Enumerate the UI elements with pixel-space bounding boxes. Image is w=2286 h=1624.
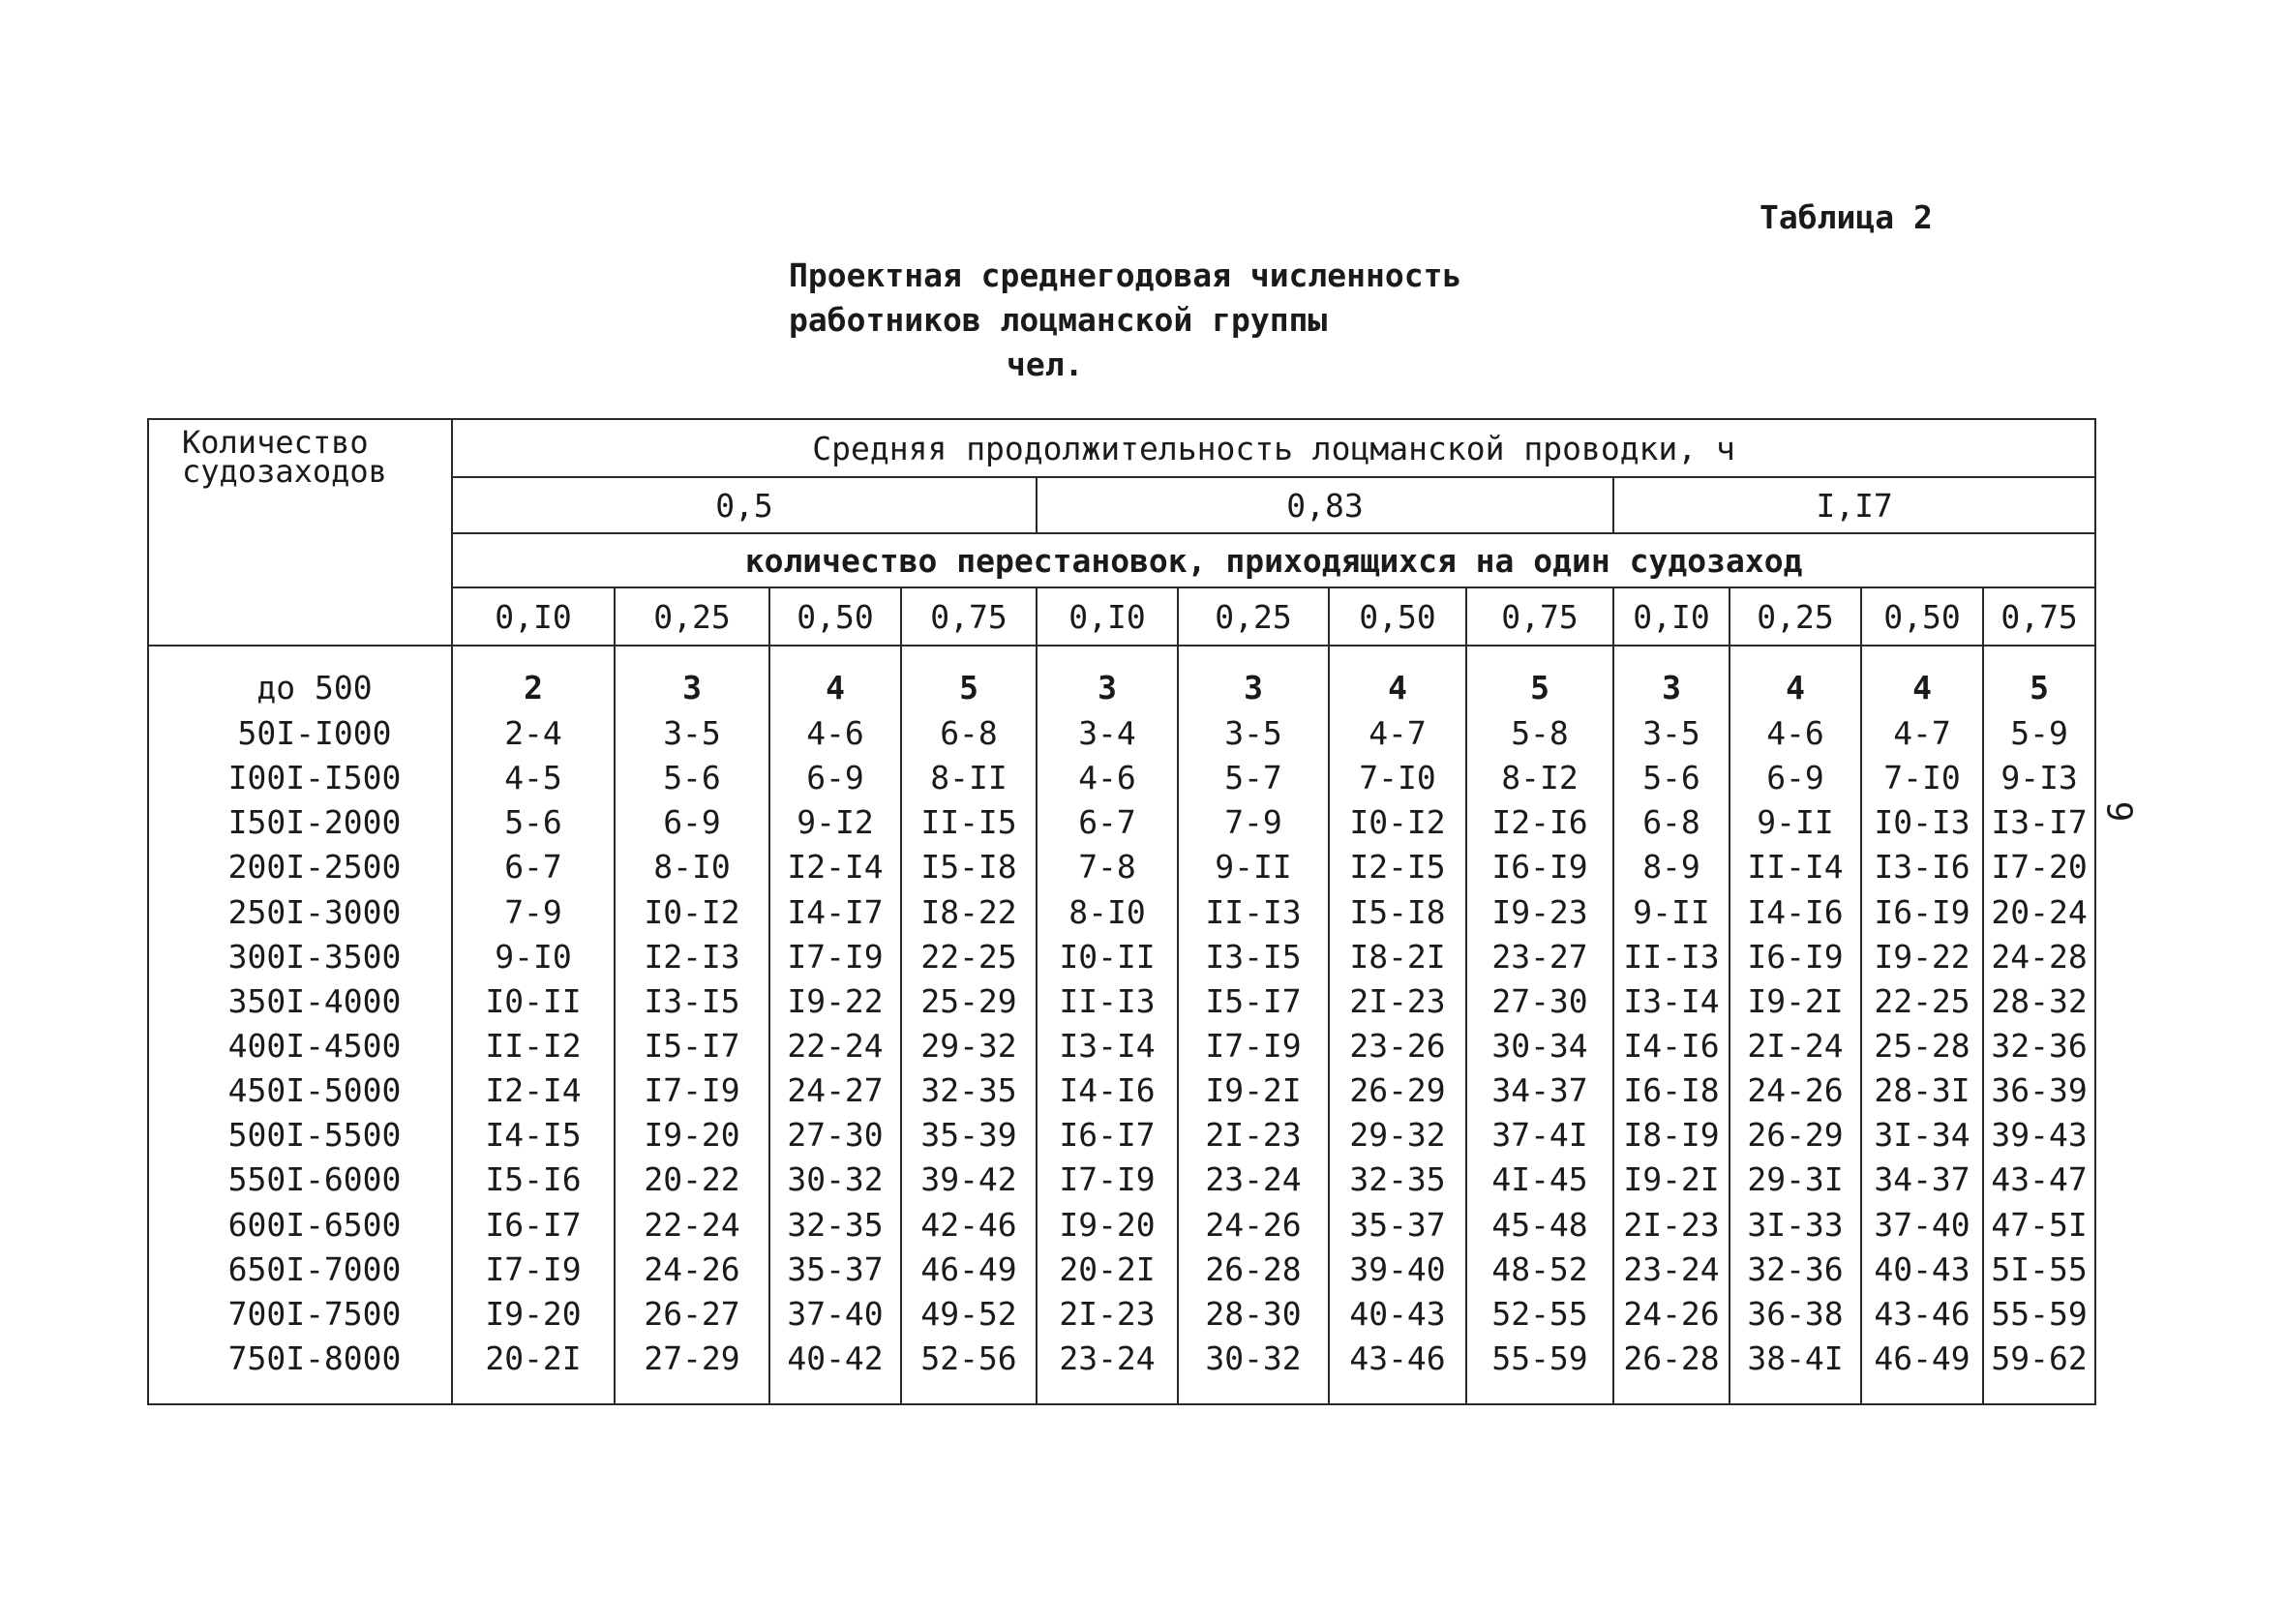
table-cell: 5I-55: [1983, 1248, 2095, 1292]
table-cell: 32-36: [1730, 1248, 1861, 1292]
table-cell: I5-I7: [1178, 979, 1329, 1024]
table-cell: 2I-24: [1730, 1024, 1861, 1068]
table-cell: 26-28: [1178, 1248, 1329, 1292]
column-header: 0,I0: [1037, 587, 1178, 646]
corner-line-1: Количество: [182, 424, 369, 461]
crew-size-table: [147, 418, 2096, 1405]
table-cell: 5: [1466, 646, 1613, 711]
table-cell: 36-38: [1730, 1292, 1861, 1337]
table-cell: 27-30: [1466, 979, 1613, 1024]
table-cell: 32-35: [901, 1068, 1037, 1113]
table-cell: I4-I7: [769, 889, 901, 934]
table-cell: I6-I9: [1861, 889, 1983, 934]
table-cell: 2: [452, 646, 615, 711]
row-label: 550I-6000: [148, 1158, 452, 1202]
table-cell: 23-24: [1178, 1158, 1329, 1202]
table-cell: 32-35: [769, 1202, 901, 1247]
table-cell: I9-2I: [1730, 979, 1861, 1024]
table-cell: 9-I3: [1983, 756, 2095, 800]
table-cell: 9-II: [1613, 889, 1730, 934]
table-cell: 22-24: [769, 1024, 901, 1068]
table-row: [148, 845, 2095, 889]
table-cell: 7-8: [1037, 845, 1178, 889]
table-cell: 22-25: [901, 935, 1037, 979]
table-cell: 7-9: [1178, 800, 1329, 845]
table-cell: 37-4I: [1466, 1113, 1613, 1158]
table-cell: 24-26: [1730, 1068, 1861, 1113]
table-cell: 22-24: [615, 1202, 769, 1247]
table-cell: 6-8: [1613, 800, 1730, 845]
table-cell: 36-39: [1983, 1068, 2095, 1113]
table-cell: 4-5: [452, 756, 615, 800]
table-cell: 5-6: [452, 800, 615, 845]
table-cell: I2-I5: [1329, 845, 1466, 889]
table-cell: 24-26: [615, 1248, 769, 1292]
column-header: 0,75: [1466, 587, 1613, 646]
table-cell: 35-37: [769, 1248, 901, 1292]
table-row: [148, 979, 2095, 1024]
row-label: 600I-6500: [148, 1202, 452, 1247]
table-row: [148, 1113, 2095, 1158]
table-row: [148, 1202, 2095, 1247]
table-cell: 3: [1037, 646, 1178, 711]
table-cell: 29-3I: [1730, 1158, 1861, 1202]
table-cell: I0-I3: [1861, 800, 1983, 845]
table-cell: I9-23: [1466, 889, 1613, 934]
corner-line-2: судозаходов: [182, 453, 387, 490]
table-cell: 9-II: [1178, 845, 1329, 889]
table-cell: I7-I9: [615, 1068, 769, 1113]
table-cell: 37-40: [769, 1292, 901, 1337]
table-cell: I0-I2: [1329, 800, 1466, 845]
row-label: 500I-5500: [148, 1113, 452, 1158]
table-cell: 6-9: [769, 756, 901, 800]
row-label: 700I-7500: [148, 1292, 452, 1337]
table-cell: I9-22: [1861, 935, 1983, 979]
table-cell: I7-I9: [1178, 1024, 1329, 1068]
table-cell: 25-28: [1861, 1024, 1983, 1068]
table-cell: I3-I6: [1861, 845, 1983, 889]
table-cell: 3: [1613, 646, 1730, 711]
table-cell: II-I5: [901, 800, 1037, 845]
row-label: 250I-3000: [148, 889, 452, 934]
table-cell: 26-28: [1613, 1337, 1730, 1404]
table-cell: 2-4: [452, 711, 615, 756]
table-cell: 42-46: [901, 1202, 1037, 1247]
table-cell: II-I3: [1613, 935, 1730, 979]
table-row: [148, 1068, 2095, 1113]
table-cell: 23-26: [1329, 1024, 1466, 1068]
table-cell: 2I-23: [1178, 1113, 1329, 1158]
table-cell: 5-7: [1178, 756, 1329, 800]
table-cell: I6-I7: [452, 1202, 615, 1247]
table-cell: I4-I6: [1613, 1024, 1730, 1068]
row-label: I50I-2000: [148, 800, 452, 845]
table-cell: 8-II: [901, 756, 1037, 800]
table-cell: 40-43: [1861, 1248, 1983, 1292]
table-cell: II-I3: [1037, 979, 1178, 1024]
table-cell: I5-I7: [615, 1024, 769, 1068]
table-cell: 3-4: [1037, 711, 1178, 756]
table-cell: 9-II: [1730, 800, 1861, 845]
column-header: 0,25: [1178, 587, 1329, 646]
table-cell: I8-I9: [1613, 1113, 1730, 1158]
table-cell: I2-I4: [769, 845, 901, 889]
column-header: 0,25: [1730, 587, 1861, 646]
table-cell: 52-56: [901, 1337, 1037, 1404]
table-row: [148, 800, 2095, 845]
table-cell: 8-I2: [1466, 756, 1613, 800]
column-header: 0,75: [1983, 587, 2095, 646]
table-cell: 39-40: [1329, 1248, 1466, 1292]
table-cell: I7-20: [1983, 845, 2095, 889]
table-cell: 38-4I: [1730, 1337, 1861, 1404]
table-cell: 23-24: [1613, 1248, 1730, 1292]
table-cell: 20-2I: [1037, 1248, 1178, 1292]
table-cell: 2I-23: [1037, 1292, 1178, 1337]
row-label: 650I-7000: [148, 1248, 452, 1292]
table-cell: 8-I0: [615, 845, 769, 889]
table-cell: 20-2I: [452, 1337, 615, 1404]
table-cell: I5-I8: [1329, 889, 1466, 934]
column-header: 0,75: [901, 587, 1037, 646]
table-cell: 24-27: [769, 1068, 901, 1113]
table-cell: I3-I4: [1613, 979, 1730, 1024]
table-cell: 4: [1329, 646, 1466, 711]
column-header: 0,I0: [1613, 587, 1730, 646]
table-cell: I0-II: [452, 979, 615, 1024]
table-cell: 46-49: [901, 1248, 1037, 1292]
table-cell: 9-I0: [452, 935, 615, 979]
duration-header-3: I,I7: [1613, 477, 2095, 533]
table-cell: I3-I7: [1983, 800, 2095, 845]
table-cell: 30-34: [1466, 1024, 1613, 1068]
table-cell: I2-I4: [452, 1068, 615, 1113]
table-cell: I3-I5: [1178, 935, 1329, 979]
table-cell: 59-62: [1983, 1337, 2095, 1404]
table-cell: I8-2I: [1329, 935, 1466, 979]
table-cell: I0-I2: [615, 889, 769, 934]
table-cell: 6-9: [615, 800, 769, 845]
table-cell: 3I-34: [1861, 1113, 1983, 1158]
table-cell: 4-7: [1329, 711, 1466, 756]
duration-header-1: 0,5: [452, 477, 1037, 533]
table-cell: I5-I6: [452, 1158, 615, 1202]
table-cell: 3: [1178, 646, 1329, 711]
table-cell: 24-26: [1613, 1292, 1730, 1337]
document-title: [789, 254, 1461, 387]
table-cell: I4-I5: [452, 1113, 615, 1158]
table-cell: 30-32: [769, 1158, 901, 1202]
table-cell: 4-6: [1730, 711, 1861, 756]
table-row: [148, 935, 2095, 979]
table-cell: 32-35: [1329, 1158, 1466, 1202]
table-cell: 29-32: [901, 1024, 1037, 1068]
table-cell: 2I-23: [1613, 1202, 1730, 1247]
table-cell: 48-52: [1466, 1248, 1613, 1292]
table-cell: 52-55: [1466, 1292, 1613, 1337]
table-cell: 6-7: [1037, 800, 1178, 845]
table-cell: 29-32: [1329, 1113, 1466, 1158]
row-label: 200I-2500: [148, 845, 452, 889]
table-cell: 9-I2: [769, 800, 901, 845]
table-cell: 20-24: [1983, 889, 2095, 934]
table-cell: I6-I9: [1466, 845, 1613, 889]
table-cell: 28-30: [1178, 1292, 1329, 1337]
table-cell: 28-32: [1983, 979, 2095, 1024]
table-cell: 23-24: [1037, 1337, 1178, 1404]
column-header: 0,I0: [452, 587, 615, 646]
table-cell: 43-46: [1861, 1292, 1983, 1337]
duration-header-2: 0,83: [1037, 477, 1613, 533]
table-cell: 39-43: [1983, 1113, 2095, 1158]
table-cell: 4-7: [1861, 711, 1983, 756]
table-cell: I4-I6: [1730, 889, 1861, 934]
table-cell: I9-2I: [1613, 1158, 1730, 1202]
group-header: Средняя продолжительность лоцманской проводки, ч: [452, 419, 2095, 477]
table-cell: I2-I6: [1466, 800, 1613, 845]
table-cell: I3-I5: [615, 979, 769, 1024]
row-label: I00I-I500: [148, 756, 452, 800]
row-header-corner: [148, 419, 452, 646]
table-cell: 27-30: [769, 1113, 901, 1158]
table-cell: 34-37: [1466, 1068, 1613, 1113]
table-cell: I9-20: [452, 1292, 615, 1337]
table-cell: 5-9: [1983, 711, 2095, 756]
table-cell: I4-I6: [1037, 1068, 1178, 1113]
table-cell: I6-I9: [1730, 935, 1861, 979]
table-cell: 34-37: [1861, 1158, 1983, 1202]
table-cell: 7-9: [452, 889, 615, 934]
table-cell: I9-2I: [1178, 1068, 1329, 1113]
row-label: 400I-4500: [148, 1024, 452, 1068]
table-cell: 2I-23: [1329, 979, 1466, 1024]
table-cell: 4-6: [1037, 756, 1178, 800]
table-cell: I5-I8: [901, 845, 1037, 889]
table-cell: 6-9: [1730, 756, 1861, 800]
table-cell: 3I-33: [1730, 1202, 1861, 1247]
table-cell: 55-59: [1466, 1337, 1613, 1404]
table-cell: 55-59: [1983, 1292, 2095, 1337]
table-cell: 24-26: [1178, 1202, 1329, 1247]
table-cell: I3-I4: [1037, 1024, 1178, 1068]
table-row: [148, 1292, 2095, 1337]
table-cell: II-I2: [452, 1024, 615, 1068]
column-header: 0,50: [1861, 587, 1983, 646]
column-header: 0,50: [769, 587, 901, 646]
table-cell: 26-29: [1329, 1068, 1466, 1113]
table-cell: 4I-45: [1466, 1158, 1613, 1202]
table-cell: I6-I8: [1613, 1068, 1730, 1113]
table-cell: I6-I7: [1037, 1113, 1178, 1158]
table-cell: I0-II: [1037, 935, 1178, 979]
table-cell: 5: [1983, 646, 2095, 711]
table-cell: 35-39: [901, 1113, 1037, 1158]
title-line-2: работников лоцманской группы: [789, 301, 1328, 339]
table-cell: 49-52: [901, 1292, 1037, 1337]
table-cell: 7-I0: [1329, 756, 1466, 800]
page-number: 9: [2098, 800, 2139, 823]
table-row: [148, 1024, 2095, 1068]
table-cell: I2-I3: [615, 935, 769, 979]
table-cell: 28-3I: [1861, 1068, 1983, 1113]
table-cell: 45-48: [1466, 1202, 1613, 1247]
table-cell: II-I3: [1178, 889, 1329, 934]
row-label: 450I-5000: [148, 1068, 452, 1113]
table-cell: 39-42: [901, 1158, 1037, 1202]
table-cell: I9-20: [615, 1113, 769, 1158]
table-cell: I8-22: [901, 889, 1037, 934]
table-cell: 5-8: [1466, 711, 1613, 756]
table-cell: I7-I9: [452, 1248, 615, 1292]
row-label: 350I-4000: [148, 979, 452, 1024]
table-cell: 4: [1730, 646, 1861, 711]
table-row: [148, 1337, 2095, 1404]
table-label: Таблица 2: [1760, 198, 1933, 236]
title-line-1: Проектная среднегодовая численность: [789, 256, 1462, 294]
table-cell: I7-I9: [769, 935, 901, 979]
table-cell: 5-6: [1613, 756, 1730, 800]
table-cell: 37-40: [1861, 1202, 1983, 1247]
sub-header: количество перестановок, приходящихся на один судозаход: [452, 533, 2095, 587]
table-cell: 4-6: [769, 711, 901, 756]
table-cell: I7-I9: [1037, 1158, 1178, 1202]
table-row: [148, 646, 2095, 711]
table-cell: 30-32: [1178, 1337, 1329, 1404]
table-cell: 5-6: [615, 756, 769, 800]
table-row: [148, 889, 2095, 934]
table-cell: 26-29: [1730, 1113, 1861, 1158]
table-cell: 6-7: [452, 845, 615, 889]
table-cell: 40-42: [769, 1337, 901, 1404]
table-cell: 46-49: [1861, 1337, 1983, 1404]
unit-label: чел.: [1007, 346, 1084, 383]
table-row: [148, 711, 2095, 756]
table-cell: 3-5: [1613, 711, 1730, 756]
table-cell: 22-25: [1861, 979, 1983, 1024]
table-cell: 3-5: [615, 711, 769, 756]
table-cell: 43-46: [1329, 1337, 1466, 1404]
table-cell: II-I4: [1730, 845, 1861, 889]
table-cell: 35-37: [1329, 1202, 1466, 1247]
table-cell: 8-9: [1613, 845, 1730, 889]
table-cell: 25-29: [901, 979, 1037, 1024]
table-cell: 23-27: [1466, 935, 1613, 979]
table-cell: 4: [1861, 646, 1983, 711]
table-cell: 7-I0: [1861, 756, 1983, 800]
table-cell: 8-I0: [1037, 889, 1178, 934]
table-cell: 4: [769, 646, 901, 711]
column-header: 0,25: [615, 587, 769, 646]
table-cell: 26-27: [615, 1292, 769, 1337]
table-cell: 27-29: [615, 1337, 769, 1404]
table-cell: 40-43: [1329, 1292, 1466, 1337]
table-cell: 5: [901, 646, 1037, 711]
table-cell: 3: [615, 646, 769, 711]
table-row: [148, 756, 2095, 800]
row-label: 300I-3500: [148, 935, 452, 979]
row-label: 750I-8000: [148, 1337, 452, 1404]
table-cell: I9-20: [1037, 1202, 1178, 1247]
row-label: 50I-I000: [148, 711, 452, 756]
table-cell: I9-22: [769, 979, 901, 1024]
row-label: до 500: [148, 646, 452, 711]
table-row: [148, 1248, 2095, 1292]
table-cell: 32-36: [1983, 1024, 2095, 1068]
table-cell: 47-5I: [1983, 1202, 2095, 1247]
table-cell: 20-22: [615, 1158, 769, 1202]
table-cell: 43-47: [1983, 1158, 2095, 1202]
table-row: [148, 1158, 2095, 1202]
table-cell: 24-28: [1983, 935, 2095, 979]
column-header: 0,50: [1329, 587, 1466, 646]
table-cell: 3-5: [1178, 711, 1329, 756]
table-cell: 6-8: [901, 711, 1037, 756]
